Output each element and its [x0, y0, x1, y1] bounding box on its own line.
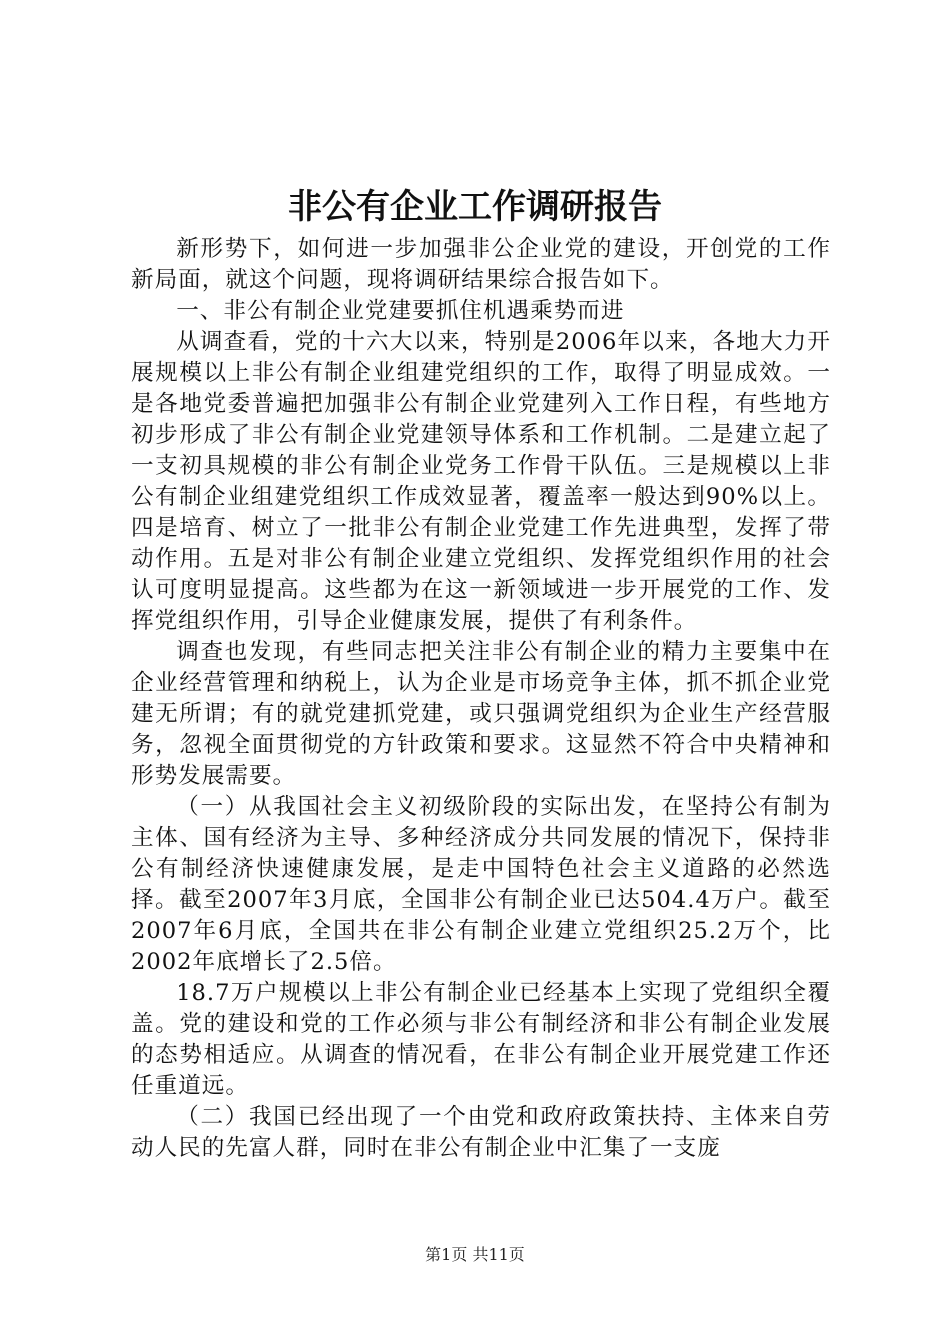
paragraph-achievements: 从调查看，党的十六大以来，特别是2006年以来，各地大力开展规模以上非公有制企业组建党组织的工作，取得了明显成效。一是各地党委普遍把加强非公有制企业党建列入工作日程，有些地方初步形成了非公有制企业党建领导体系和工作机制。二是建立起了一支初具规模的非公有制企业党务工作骨干队伍。三是规模以上非公有制企业组建党组织工作成效显著，覆盖率一般达到90%以上。四是培育、树立了一批非公有制企业党建工作先进典型，发挥了带动作用。五是对非公有制企业建立党组织、发挥党组织作用的社会认可度明显提高。这些都为在这一新领域进一步开展党的工作、发挥党组织作用，引导企业健康发展，提供了有利条件。 [131, 329, 831, 634]
paragraph-problems: 调查也发现，有些同志把关注非公有制企业的精力主要集中在企业经营管理和纳税上，认为企业是市场竞争主体，抓不抓企业党建无所谓；有的就党建抓党建，或只强调党组织为企业生产经营服务，忽视全面贯彻党的方针政策和要求。这显然不符合中央精神和形势发展需要。 [131, 639, 831, 789]
paragraph-intro: 新形势下，如何进一步加强非公企业党的建设，开创党的工作新局面，就这个问题，现将调研结果综合报告如下。 [131, 236, 831, 293]
paragraph-point-1: （一）从我国社会主义初级阶段的实际出发，在坚持公有制为主体、国有经济为主导、多种经济成分共同发展的情况下，保持非公有制经济快速健康发展，是走中国特色社会主义道路的必然选择。截至2007年3月底，全国非公有制企业已达504.4万户。截至2007年6月底，全国共在非公有制企业建立党组织25.2万个，比2002年底增长了2.5倍。 [131, 794, 831, 975]
document-body [131, 234, 831, 1164]
section-heading-1: 一、非公有制企业党建要抓住机遇乘势而进 [176, 298, 625, 324]
paragraph-point-2: （二）我国已经出现了一个由党和政府政策扶持、主体来自劳动人民的先富人群，同时在非公有制企业中汇集了一支庞 [131, 1104, 831, 1161]
paragraph-coverage: 18.7万户规模以上非公有制企业已经基本上实现了党组织全覆盖。党的建设和党的工作必须与非公有制经济和非公有制企业发展的态势相适应。从调查的情况看，在非公有制企业开展党建工作还任重道远。 [131, 980, 831, 1099]
document-title: 非公有企业工作调研报告 [288, 187, 662, 227]
page-footer: 第1页 共11页 [425, 1245, 525, 1264]
